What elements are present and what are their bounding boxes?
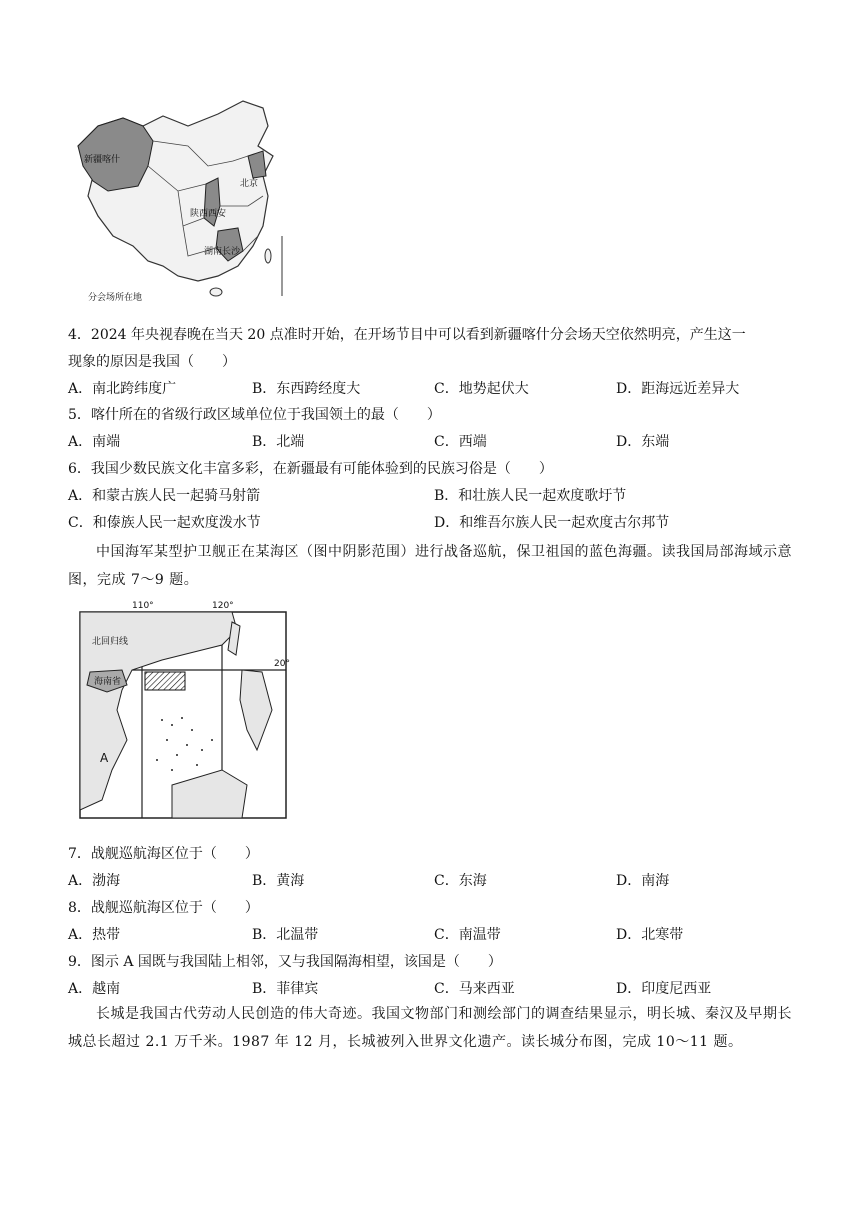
label-lon-110: 110°	[132, 601, 154, 611]
q6-option-c: C．和傣族人民一起欢度泼水节	[68, 515, 261, 531]
q5-option-c: C．西端	[434, 434, 487, 450]
passage-7-9: 中国海军某型护卫舰正在某海区（图中阴影范围）进行战备巡航，保卫祖国的蓝色海疆。读我国局部海域示意图，完成 7～9 题。	[68, 544, 792, 588]
label-venue: 分会场所在地	[88, 293, 143, 303]
q5-option-d: D．东端	[616, 434, 670, 450]
q4-stem-line2: 现象的原因是我国（ ）	[68, 354, 236, 370]
q9-option-a: A．越南	[68, 981, 121, 997]
label-lon-120: 120°	[212, 601, 234, 611]
q6-option-d: D．和维吾尔族人民一起欢度古尔邦节	[434, 515, 670, 531]
q8-stem: 8．战舰巡航海区位于（ ）	[68, 900, 259, 916]
q7-stem: 7．战舰巡航海区位于（ ）	[68, 846, 259, 862]
sea-map	[72, 600, 294, 822]
q7-option-c: C．东海	[434, 873, 487, 889]
q4-option-c: C．地势起伏大	[434, 381, 529, 397]
label-hunan-changsha: 湖南长沙	[204, 247, 241, 257]
q8-option-b: B．北温带	[252, 927, 319, 943]
q6-option-a: A．和蒙古族人民一起骑马射箭	[68, 488, 261, 504]
q9-stem: 9．图示 A 国既与我国陆上相邻，又与我国隔海相望，该国是（ ）	[68, 954, 502, 970]
label-hainan: 海南省	[94, 677, 122, 687]
patrol-area	[145, 672, 185, 690]
q9-option-c: C．马来西亚	[434, 981, 515, 997]
q7-option-d: D．南海	[616, 873, 670, 889]
q7-option-b: B．黄海	[252, 873, 305, 889]
label-country-a: A	[100, 751, 109, 765]
q4-stem-line1: 4．2024 年央视春晚在当天 20 点准时开始，在开场节目中可以看到新疆喀什分会场天空依然明亮，产生这一	[68, 327, 746, 343]
q5-stem: 5．喀什所在的省级行政区域单位位于我国领土的最（ ）	[68, 407, 441, 423]
q6-option-b: B．和壮族人民一起欢度歌圩节	[434, 488, 627, 504]
q8-option-d: D．北寒带	[616, 927, 684, 943]
passage-10-11: 长城是我国古代劳动人民创造的伟大奇迹。我国文物部门和测绘部门的调查结果显示，明长城、秦汉及早期长城总长超过 2.1 万千米。1987 年 12 月，长城被列入世界文化遗产。读长城分布图，完成 10～11 题。	[68, 1006, 792, 1050]
q7-option-a: A．渤海	[68, 873, 121, 889]
q5-option-b: B．北端	[252, 434, 305, 450]
q6-stem: 6．我国少数民族文化丰富多彩，在新疆最有可能体验到的民族习俗是（ ）	[68, 461, 553, 477]
label-xinjiang-kashgar: 新疆喀什	[84, 155, 121, 165]
q9-option-b: B．菲律宾	[252, 981, 319, 997]
q5-option-a: A．南端	[68, 434, 121, 450]
label-tropic: 北回归线	[92, 637, 129, 647]
q8-option-a: A．热带	[68, 927, 121, 943]
q8-option-c: C．南温带	[434, 927, 501, 943]
q4-option-b: B．东西跨经度大	[252, 381, 361, 397]
q4-option-d: D．距海远近差异大	[616, 381, 740, 397]
label-shaanxi-xian: 陕西西安	[190, 209, 227, 219]
q4-option-a: A．南北跨纬度广	[68, 381, 177, 397]
china-map	[68, 96, 286, 304]
label-lat-20: 20°	[274, 659, 290, 669]
label-beijing: 北京	[240, 179, 259, 189]
q9-option-d: D．印度尼西亚	[616, 981, 712, 997]
